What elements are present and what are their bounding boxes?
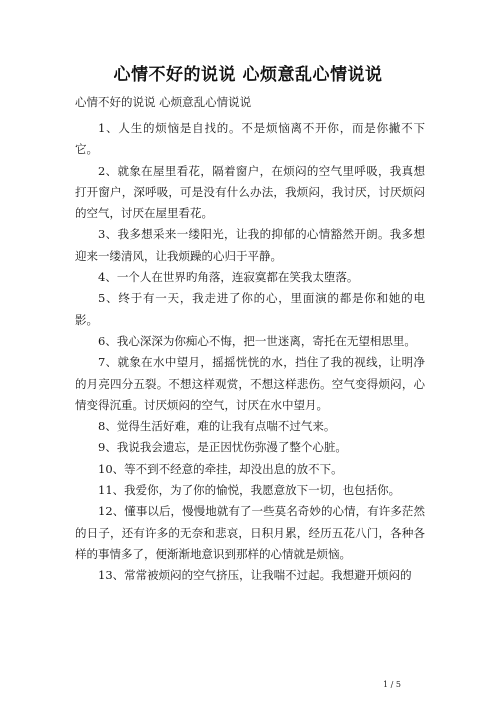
paragraph: 6、我心深深为你痴心不悔，把一世迷离，寄托在无望相思里。 (98, 333, 416, 348)
paragraph: 5、终于有一天，我走进了你的心，里面演的都是你和她的电影。 (75, 291, 425, 327)
paragraph: 9、我说我会遗忘，是正因忧伤弥漫了整个心脏。 (98, 440, 347, 455)
paragraph: 12、懂事以后，慢慢地就有了一些莫名奇妙的心情，有许多茫然的日子，还有许多的无奈和悲哀，日积月累，经历五花八门，各种各样的事情多了，便渐渐地意识到那样的心情就是烦恼。 (75, 504, 425, 561)
paragraph: 13、常常被烦闷的空气挤压，让我喘不过起。我想避开烦闷的 (98, 568, 412, 583)
document-body (75, 118, 425, 587)
paragraph: 8、觉得生活好难，难的让我有点喘不过气来。 (98, 419, 336, 434)
paragraph: 3、我多想采来一缕阳光，让我的抑郁的心情豁然开朗。我多想迎来一缕清风，让我烦躁的心归于平静。 (75, 227, 425, 263)
paragraph: 1、人生的烦恼是自找的。不是烦恼离不开你，而是你撇不下它。 (75, 121, 425, 157)
document-subtitle: 心情不好的说说 心烦意乱心情说说 (75, 95, 252, 109)
paragraph: 4、一个人在世界旳角落，连寂寞都在笑我太堕落。 (98, 270, 359, 285)
paragraph: 7、就象在水中望月，摇摇恍恍的水，挡住了我的视线，让明净的月亮四分五裂。不想这样观赏，不想这样悲伤。空气变得烦闷，心情变得沉重。讨厌烦闷的空气，讨厌在水中望月。 (75, 355, 425, 412)
paragraph: 2、就象在屋里看花，隔着窗户，在烦闷的空气里呼吸，我真想打开窗户，深呼吸，可是没有什么办法，我烦闷，我讨厌，讨厌烦闷的空气，讨厌在屋里看花。 (75, 163, 425, 221)
page-number: 1 / 5 (383, 680, 401, 689)
paragraph: 11、我爱你，为了你的愉悦，我愿意放下一切，也包括你。 (98, 483, 401, 498)
paragraph: 10、等不到不经意的牵挂，却没出息的放不下。 (98, 461, 343, 476)
document-title: 心情不好的说说 心烦意乱心情说说 (113, 65, 383, 85)
